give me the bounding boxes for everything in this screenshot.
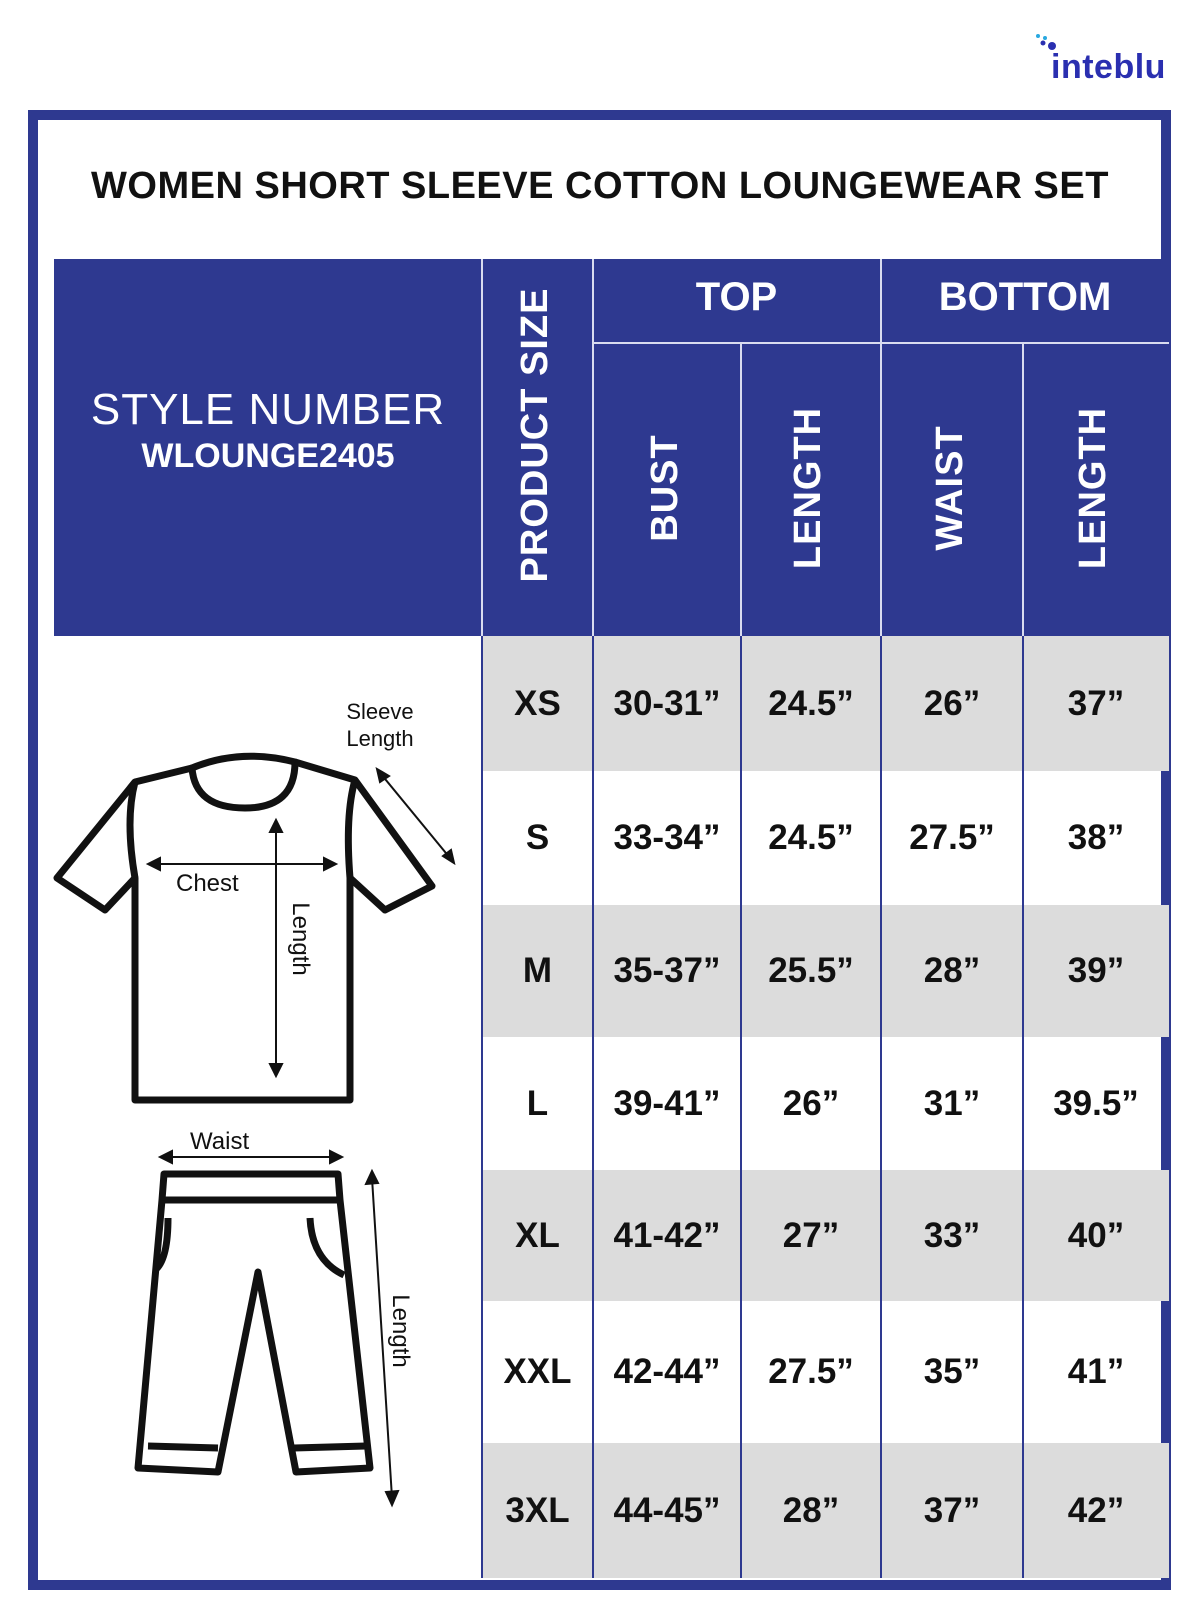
- cell-bust: 35-37”: [613, 951, 721, 990]
- cell-bottom-length: 39”: [1067, 951, 1125, 990]
- table-row: [482, 1170, 1169, 1301]
- table-row: [482, 1443, 1169, 1578]
- cell-bust: 30-31”: [613, 683, 721, 723]
- header-bottom: BOTTOM: [938, 275, 1112, 319]
- cell-waist: 31”: [923, 1083, 981, 1123]
- cell-size: XS: [514, 683, 561, 723]
- cell-bottom-length: 39.5”: [1053, 1083, 1139, 1123]
- label-pants-length: Length: [387, 1294, 414, 1368]
- cell-bottom-length: 37”: [1067, 683, 1125, 723]
- cell-waist: 33”: [923, 1215, 981, 1255]
- cell-bust: 33-34”: [613, 818, 721, 857]
- cell-bust: 39-41”: [613, 1083, 721, 1123]
- header-waist: WAIST: [929, 425, 971, 551]
- pants-icon: [138, 1174, 370, 1472]
- cell-waist: 28”: [923, 951, 981, 990]
- tshirt-icon: [57, 756, 432, 1100]
- label-sleeve-length: Sleeve Length: [346, 699, 414, 751]
- header-bottom-length: LENGTH: [1072, 406, 1114, 570]
- header-top-length: LENGTH: [787, 406, 829, 570]
- cell-size: 3XL: [505, 1490, 570, 1530]
- cell-bust: 42-44”: [613, 1352, 721, 1391]
- cell-top-length: 25.5”: [768, 951, 854, 990]
- header-bust: BUST: [644, 434, 686, 542]
- cell-top-length: 24.5”: [768, 818, 854, 857]
- cell-bottom-length: 42”: [1067, 1490, 1125, 1530]
- cell-top-length: 27.5”: [768, 1352, 854, 1391]
- cell-bottom-length: 38”: [1067, 818, 1125, 857]
- page-title: WOMEN SHORT SLEEVE COTTON LOUNGEWEAR SET: [91, 165, 1109, 207]
- style-number: WLOUNGE2405: [141, 437, 395, 475]
- cell-size: XXL: [503, 1352, 572, 1391]
- table-row: [482, 1037, 1169, 1170]
- cell-top-length: 28”: [782, 1490, 840, 1530]
- cell-bottom-length: 40”: [1067, 1215, 1125, 1255]
- cell-size: M: [522, 951, 553, 990]
- table-row: [482, 771, 1169, 905]
- cell-waist: 27.5”: [909, 818, 995, 857]
- table-row: [482, 905, 1169, 1037]
- cell-top-length: 27”: [782, 1215, 840, 1255]
- cell-size: L: [526, 1083, 549, 1123]
- cell-waist: 35”: [923, 1352, 981, 1391]
- style-label: STYLE NUMBER: [90, 385, 446, 434]
- cell-size: XL: [515, 1215, 560, 1255]
- cell-size: S: [525, 818, 550, 857]
- cell-top-length: 24.5”: [768, 683, 854, 723]
- brand-name: inteblu: [1051, 48, 1166, 86]
- cell-waist: 37”: [923, 1490, 981, 1530]
- label-chest: Chest: [176, 870, 239, 897]
- cell-bottom-length: 41”: [1067, 1352, 1125, 1391]
- cell-waist: 26”: [923, 683, 981, 723]
- cell-bust: 44-45”: [613, 1490, 721, 1530]
- label-top-length: Length: [287, 902, 314, 976]
- cell-top-length: 26”: [782, 1083, 840, 1123]
- header-product-size: PRODUCT SIZE: [514, 287, 556, 583]
- label-waist: Waist: [190, 1128, 250, 1155]
- table-row: [482, 636, 1169, 771]
- header-top: TOP: [695, 275, 778, 319]
- cell-bust: 41-42”: [613, 1215, 721, 1255]
- brand-logo: [1035, 32, 1195, 92]
- table-row: [482, 1301, 1169, 1443]
- garment-diagram: [50, 690, 470, 1530]
- style-block: [54, 385, 482, 476]
